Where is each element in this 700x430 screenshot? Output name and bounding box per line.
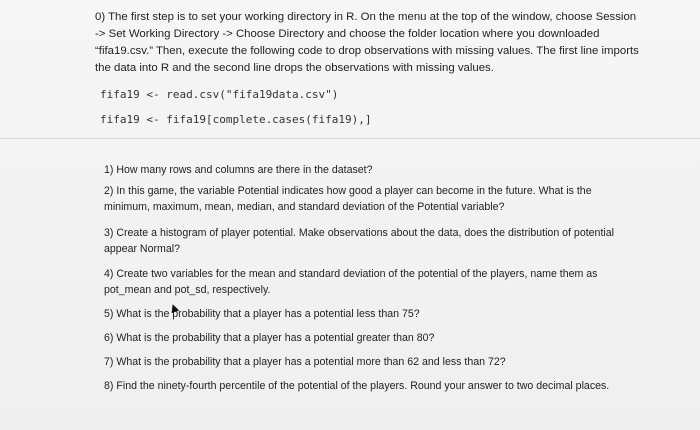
question-3: 3) Create a histogram of player potential. Make observations about the data, does the distribution of potential appear Normal?: [104, 227, 614, 255]
code-line-import: fifa19 <- read.csv("fifa19data.csv"): [100, 88, 339, 101]
question-2: 2) In this game, the variable Potential indicates how good a player can become in the future. What is the minimum, maximum, mean, median, and standard deviation of the Potential variable?: [104, 185, 592, 213]
question-4: 4) Create two variables for the mean and standard deviation of the potential of the players, name them as pot_mean and pot_sd, respectively.: [104, 268, 598, 296]
section-divider: [0, 138, 700, 139]
question-8: 8) Find the ninety-fourth percentile of the potential of the players. Round your answer to two decimal places.: [104, 380, 610, 392]
question-1: 1) How many rows and columns are there in the dataset?: [104, 164, 373, 176]
question-7: 7) What is the probability that a player has a potential more than 62 and less than 72?: [104, 356, 506, 368]
question-5: 5) What is the probability that a player has a potential less than 75?: [104, 308, 420, 320]
question-6: 6) What is the probability that a player has a potential greater than 80?: [104, 332, 435, 344]
code-line-complete-cases: fifa19 <- fifa19[complete.cases(fifa19),]: [100, 113, 372, 126]
intro-paragraph: 0) The first step is to set your working directory in R. On the menu at the top of the window, choose Session -> Set Working Directory -> Choose Directory and choose the folder location where you downloaded “fifa19.csv.” Then, execute the following code to drop observations with missing values. The first line imports the data into R and the second line drops the observations with missing values.: [95, 11, 639, 74]
